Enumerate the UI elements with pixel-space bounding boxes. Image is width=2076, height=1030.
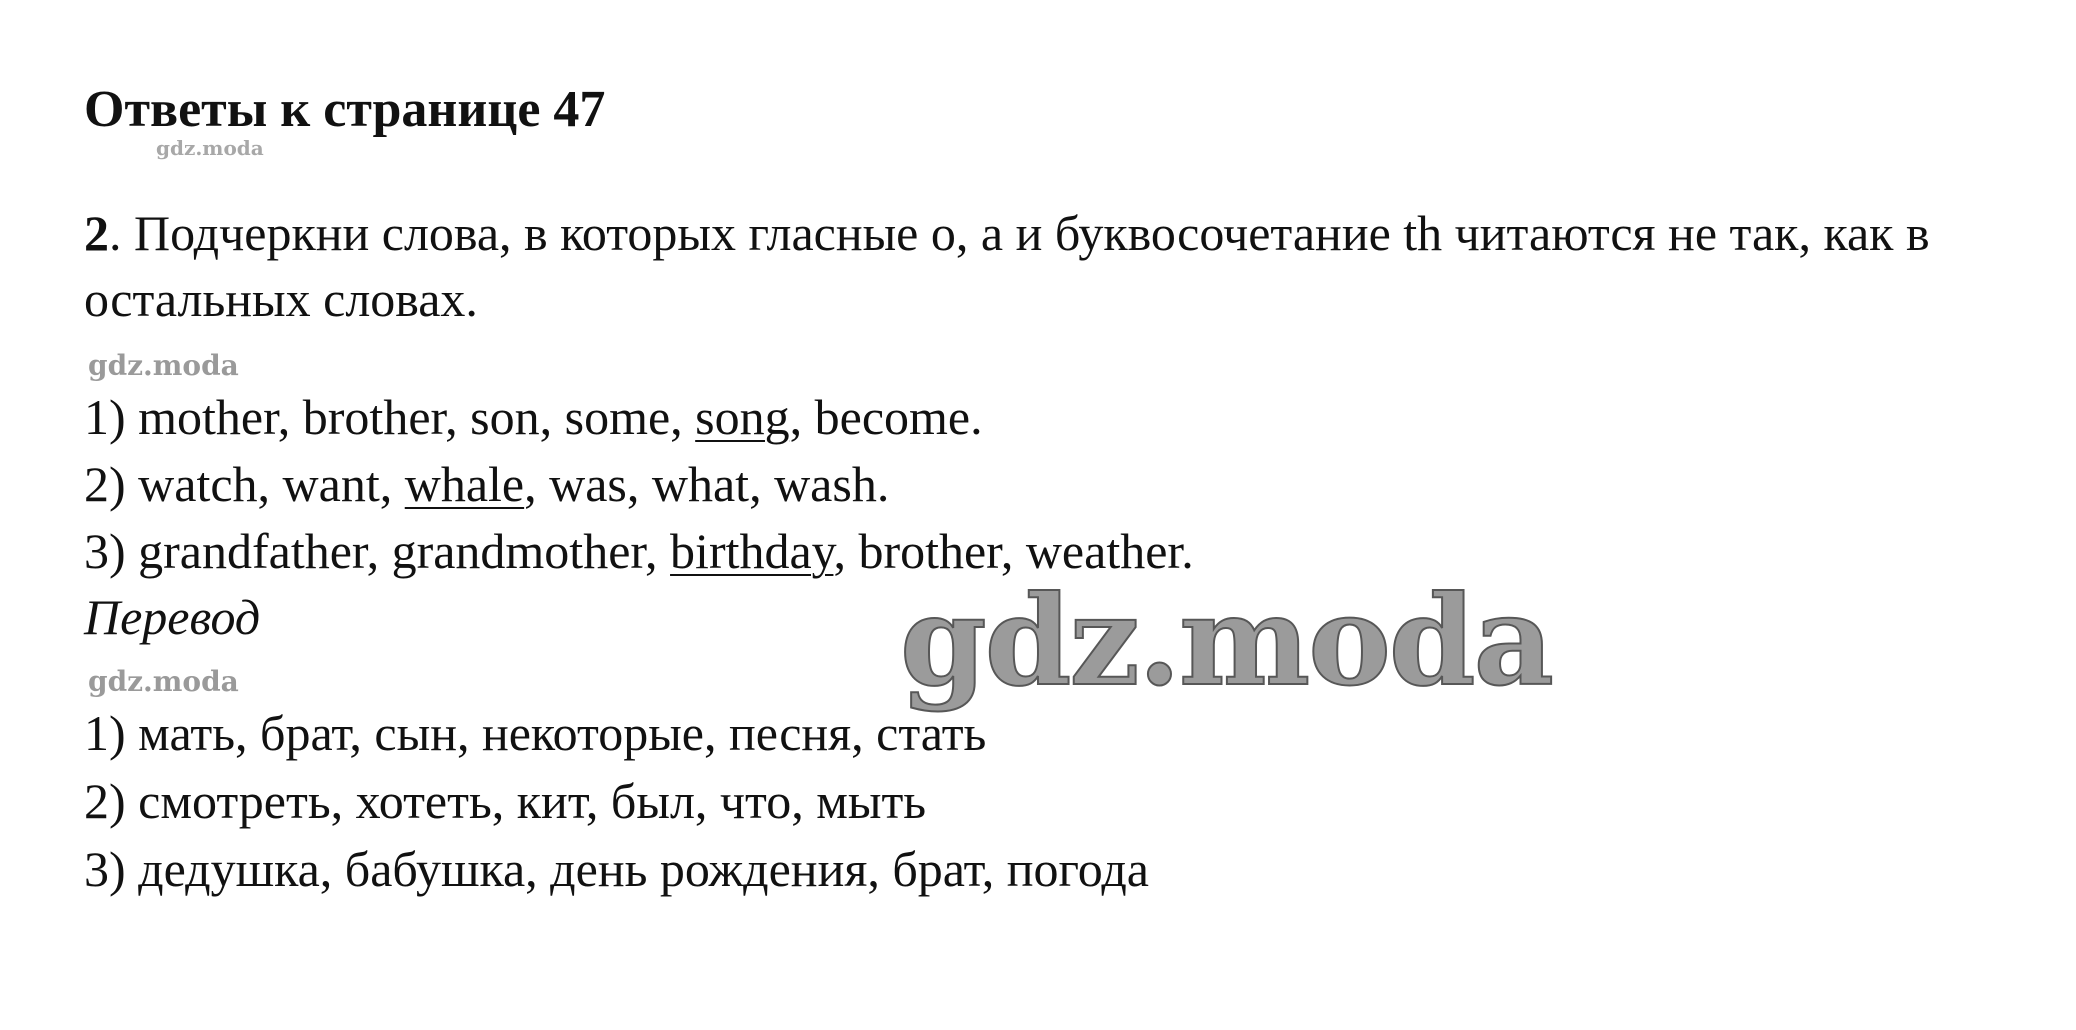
answer-line-2 — [84, 456, 890, 512]
watermark-answers: gdz.moda — [88, 349, 239, 382]
answer-text-before: 2) watch, want, — [84, 456, 405, 512]
underlined-word: birthday — [670, 523, 834, 579]
watermark-logo: gdz.moda — [900, 569, 1552, 714]
answer-line-1 — [84, 389, 983, 445]
task-text: . Подчеркни слова, в которых гласные о, а и буквосочетание th читаются не так, как в остальных словах. — [84, 205, 1930, 327]
task-statement — [84, 200, 2024, 332]
answer-text-before: 3) grandfather, grandmother, — [84, 523, 671, 579]
answer-text-after: , was, what, wash. — [524, 456, 890, 512]
answer-text-after: , become. — [789, 389, 983, 445]
task-number: 2 — [84, 205, 109, 261]
page-title: Ответы к странице 47 — [84, 81, 606, 138]
underlined-word: whale — [404, 456, 525, 512]
answer-text-after: , brother, weather. — [833, 523, 1194, 579]
translation-line-1: 1) мать, брат, сын, некоторые, песня, стать — [84, 705, 987, 761]
translation-line-3: 3) дедушка, бабушка, день рождения, брат, погода — [84, 841, 1149, 897]
translation-line-2: 2) смотреть, хотеть, кит, был, что, мыть — [84, 773, 927, 829]
answer-text-before: 1) mother, brother, son, some, — [84, 389, 696, 445]
translation-heading: Перевод — [84, 589, 261, 645]
watermark-under-title: gdz.moda — [156, 136, 264, 160]
watermark-translation: gdz.moda — [88, 665, 239, 698]
underlined-word: song — [695, 389, 790, 445]
